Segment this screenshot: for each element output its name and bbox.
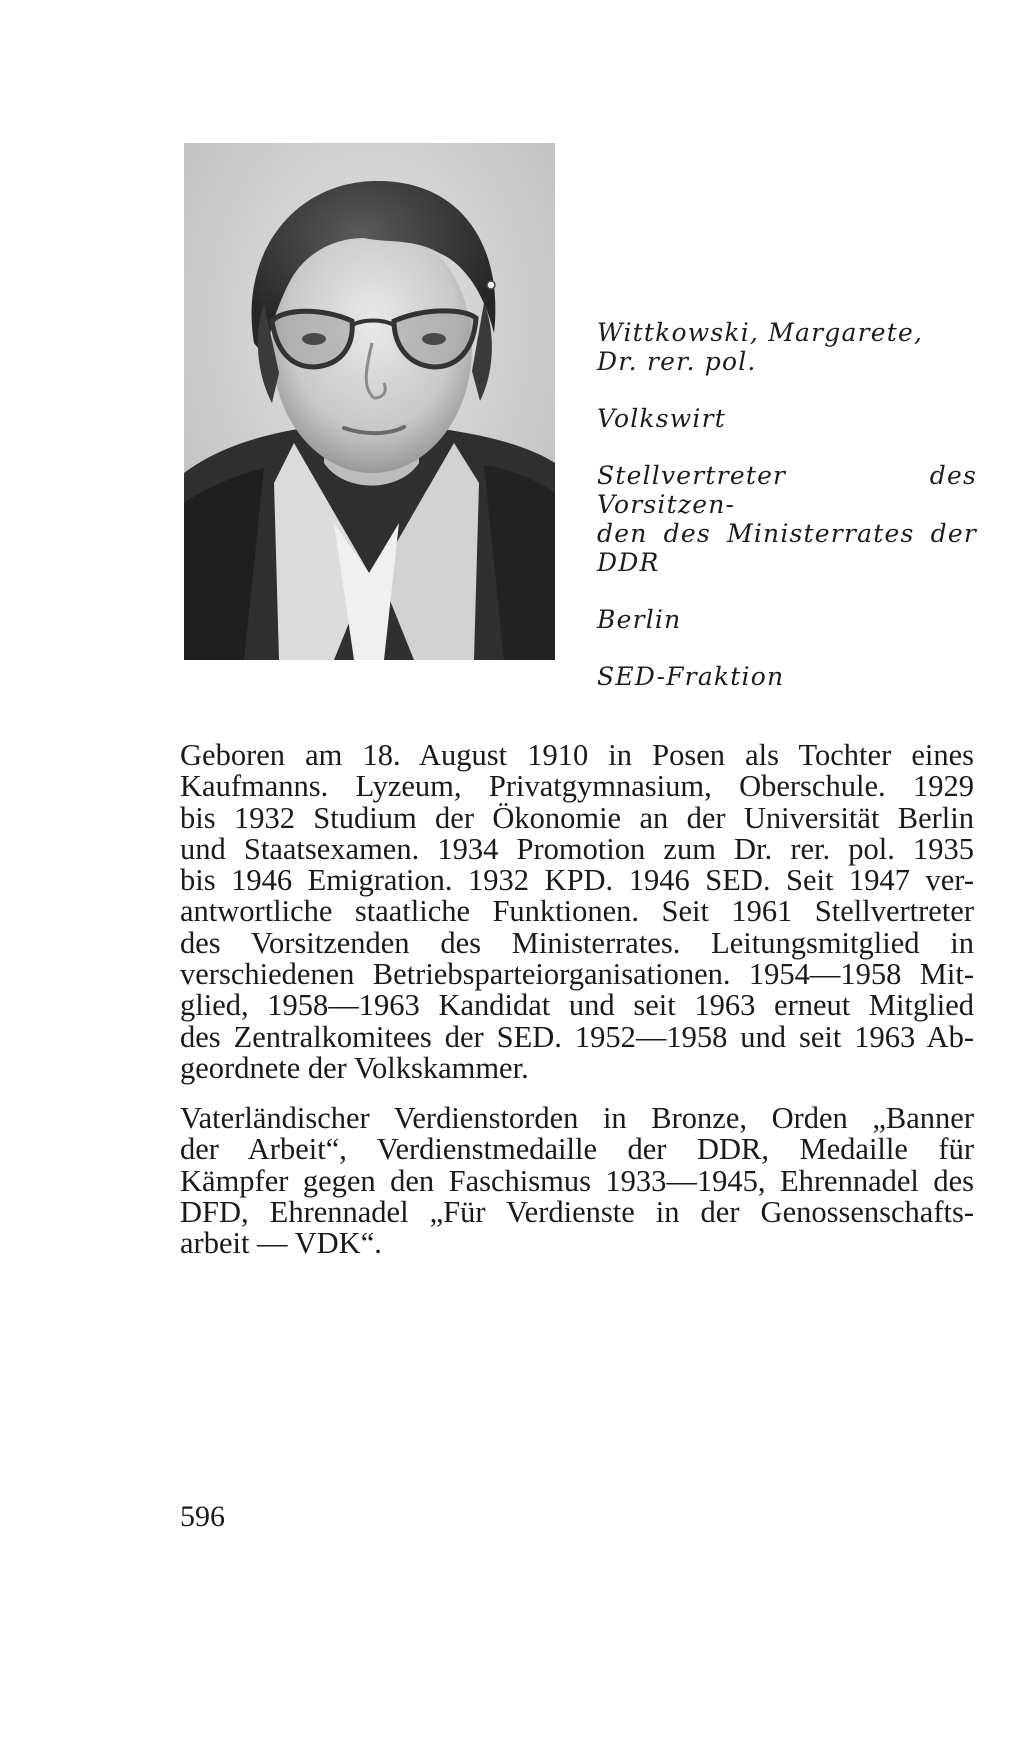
awards-line: DFD, Ehrennadel „Für Verdienste in der Genossenschafts- bbox=[180, 1194, 974, 1229]
faction: SED-Fraktion bbox=[597, 662, 785, 691]
bio-line: Kaufmanns. Lyzeum, Privatgymnasium, Oberschule. 1929 bbox=[180, 769, 974, 804]
person-name: Wittkowski, Margarete, bbox=[597, 318, 924, 347]
bio-line: bis 1932 Studium der Ökonomie an der Universität Berlin bbox=[180, 800, 974, 835]
person-photo-icon bbox=[184, 143, 555, 660]
awards-line: arbeit — VDK“. bbox=[180, 1226, 382, 1261]
bio-line: antwortliche staatliche Funktionen. Seit 1961 Stellvertreter bbox=[180, 894, 974, 929]
person-caption bbox=[597, 318, 977, 691]
bio-line: verschiedenen Betriebsparteiorganisationen. 1954—1958 Mit- bbox=[180, 957, 974, 992]
bio-line: des Zentralkomitees der SED. 1952—1958 und seit 1963 Ab- bbox=[180, 1019, 974, 1054]
portrait-photo bbox=[184, 143, 555, 660]
bio-line: geordnete der Volkskammer. bbox=[180, 1050, 529, 1085]
awards-line: der Arbeit“, Verdienstmedaille der DDR, Medaille für bbox=[180, 1132, 974, 1167]
awards-line: Kämpfer gegen den Faschismus 1933—1945, Ehrennadel des bbox=[180, 1163, 974, 1198]
profession: Volkswirt bbox=[597, 404, 726, 433]
awards-paragraph bbox=[180, 1103, 974, 1259]
bio-line: glied, 1958—1963 Kandidat und seit 1963 erneut Mitglied bbox=[180, 988, 974, 1023]
academic-title: Dr. rer. pol. bbox=[597, 347, 757, 376]
bio-line: und Staatsexamen. 1934 Promotion zum Dr. rer. pol. 1935 bbox=[180, 831, 974, 866]
bio-line: des Vorsitzenden des Ministerrates. Leitungsmitglied in bbox=[180, 925, 974, 960]
page-number: 596 bbox=[180, 1500, 225, 1533]
position-line-3: DDR bbox=[597, 548, 660, 577]
biography-paragraph bbox=[180, 740, 974, 1084]
position-line-2: den des Ministerrates der bbox=[597, 519, 977, 548]
city: Berlin bbox=[597, 605, 682, 634]
bio-line: Geboren am 18. August 1910 in Posen als Tochter eines bbox=[180, 738, 974, 772]
awards-line: Vaterländischer Verdienstorden in Bronze, Orden „Banner bbox=[180, 1101, 974, 1135]
position-line-1: Stellvertreter des Vorsitzen- bbox=[597, 461, 977, 519]
bio-line: bis 1946 Emigration. 1932 KPD. 1946 SED. Seit 1947 ver- bbox=[180, 863, 974, 898]
